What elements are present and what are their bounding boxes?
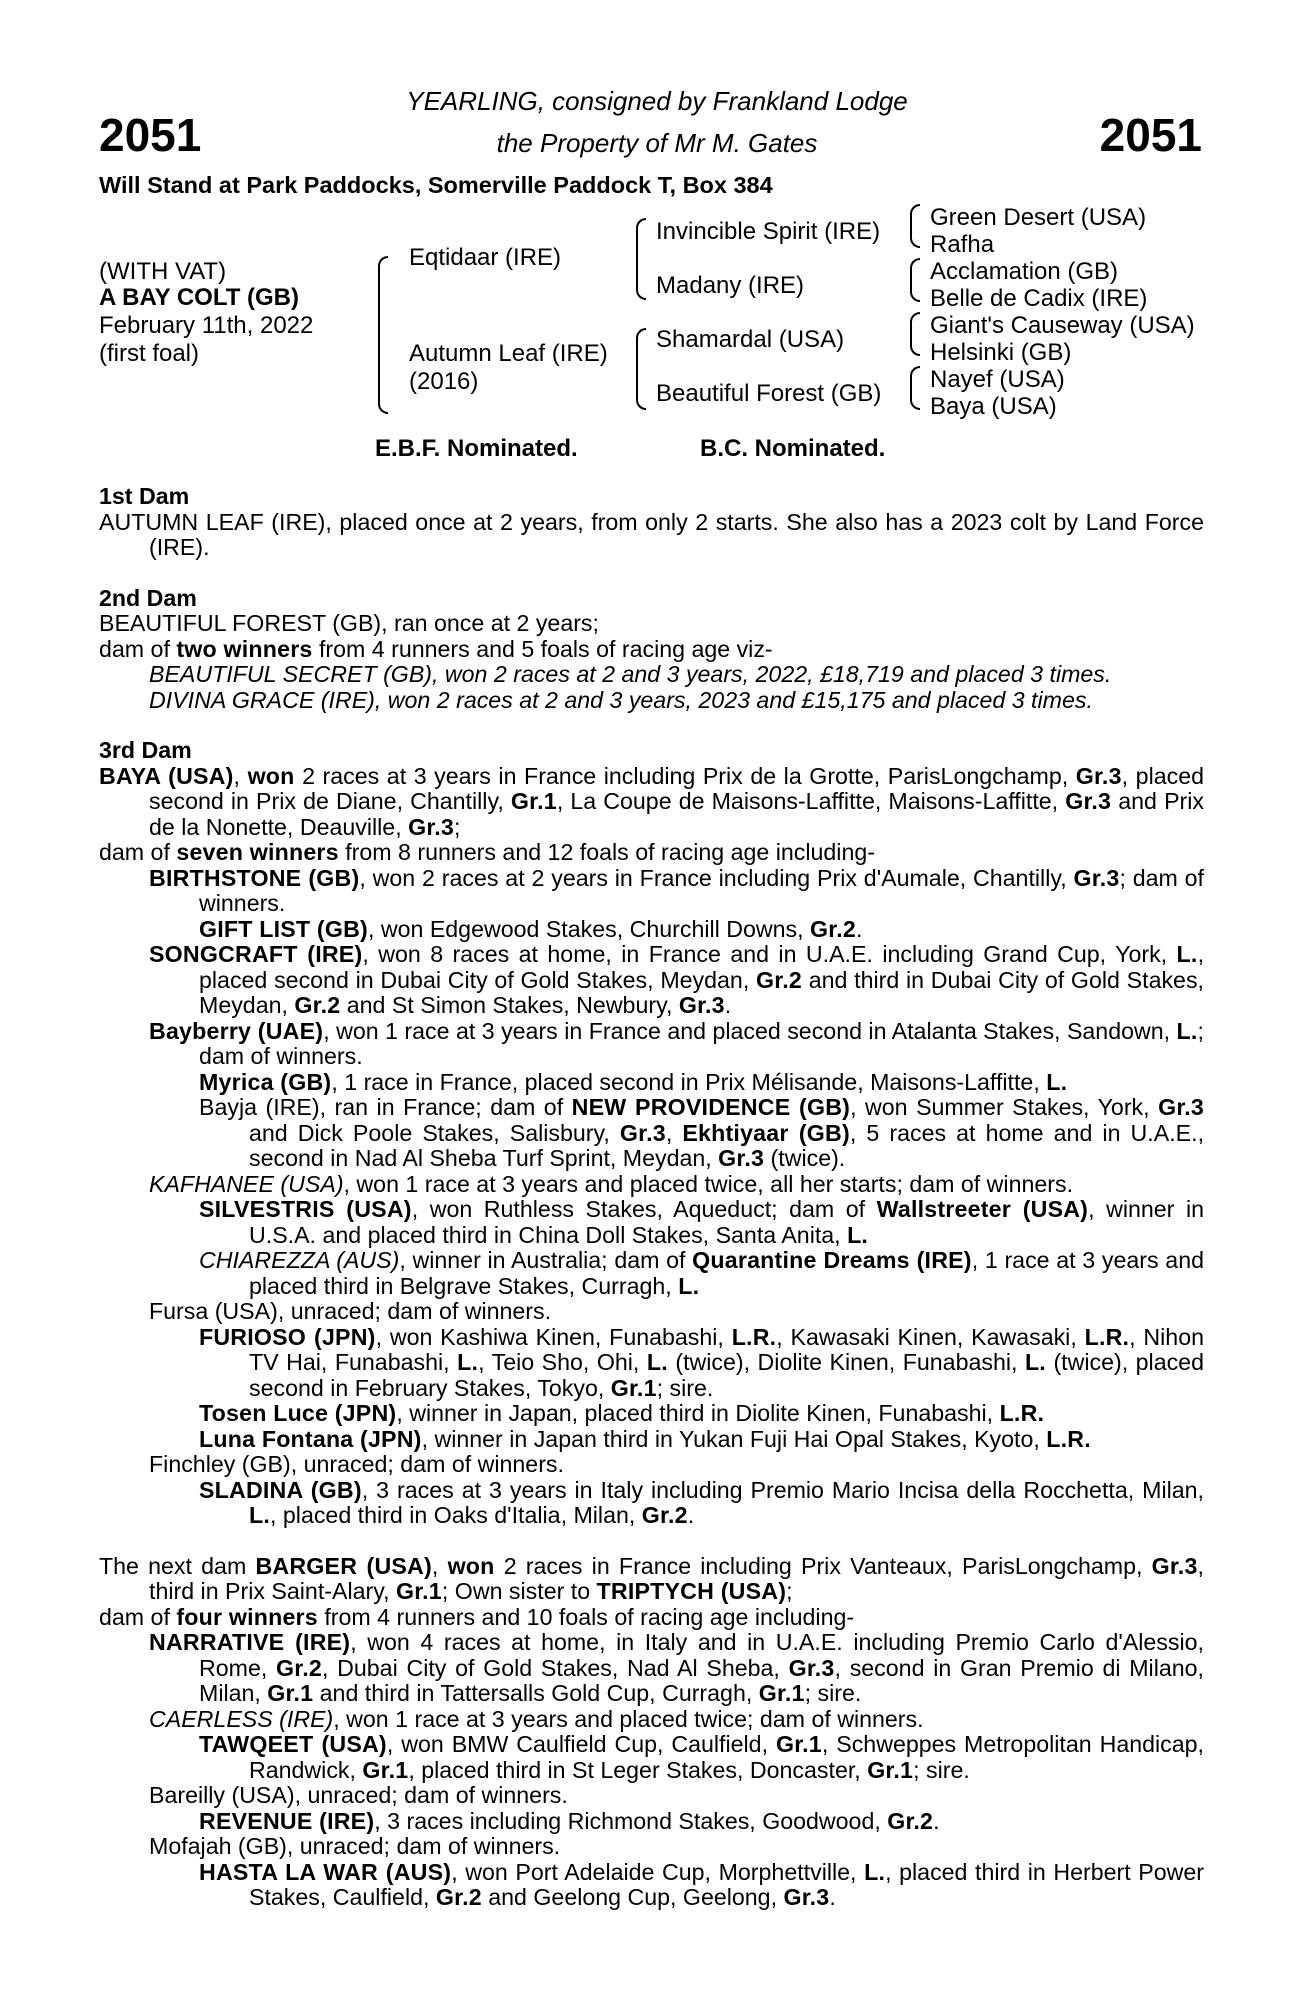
section-gap — [99, 713, 1204, 738]
record-line: Myrica (GB), 1 race in France, placed second in Prix Mélisande, Maisons-Laffitte, L. — [199, 1068, 1068, 1095]
pedigree-dam: Autumn Leaf (IRE) — [409, 340, 608, 367]
horse-dob: February 11th, 2022 — [99, 312, 314, 339]
lot-number-right: 2051 — [1099, 109, 1202, 161]
pedigree-g4: Belle de Cadix (IRE) — [930, 285, 1148, 312]
record-line: Luna Fontana (JPN), winner in Japan third in Yukan Fuji Hai Opal Stakes, Kyoto, L.R. — [199, 1425, 1091, 1452]
record-line: KAFHANEE (USA), won 1 race at 3 years and placed twice, all her starts; dam of winners. — [149, 1170, 1074, 1197]
section-heading: 3rd Dam — [99, 737, 192, 763]
pedigree-sire-sire: Invincible Spirit (IRE) — [656, 218, 881, 245]
pedigree-brace-dam — [636, 328, 646, 410]
pedigree-brace-g3 — [910, 312, 920, 356]
pedigree-g8: Baya (USA) — [930, 393, 1057, 420]
consignment-line: YEARLING, consigned by Frankland Lodge — [406, 86, 908, 116]
section-gap — [99, 561, 1204, 586]
ebf-nomination: E.B.F. Nominated. — [375, 435, 578, 462]
pedigree-g7: Nayef (USA) — [930, 366, 1065, 393]
pedigree-sire: Eqtidaar (IRE) — [409, 244, 562, 271]
pedigree-brace-g4 — [910, 366, 920, 410]
record-line: dam of two winners from 4 runners and 5 foals of racing age viz- — [99, 635, 773, 662]
record-line: FURIOSO (JPN), won Kashiwa Kinen, Funabashi, L.R., Kawasaki Kinen, Kawasaki, L.R., Nihon TV Hai, Funabashi, L., Teio Sho, Ohi, L. (twice), Diolite Kinen, Funabashi, L. (twice), placed second in February Stakes, Tokyo, Gr.1; sire. — [199, 1323, 1204, 1401]
record-line: GIFT LIST (GB), won Edgewood Stakes, Churchill Downs, Gr.2. — [199, 915, 863, 942]
record-line: Fursa (USA), unraced; dam of winners. — [149, 1298, 552, 1324]
record-line: NARRATIVE (IRE), won 4 races at home, in Italy and in U.A.E. including Premio Carlo d'Alessio, Rome, Gr.2, Dubai City of Gold Stakes, Nad Al Sheba, Gr.3, second in Gran Premio di Milano, Milan, Gr.1 and third in Tattersalls Gold Cup, Curragh, Gr.1; sire. — [149, 1629, 1204, 1706]
section-gap — [99, 1529, 1204, 1554]
record-line: Mofajah (GB), unraced; dam of winners. — [149, 1833, 561, 1859]
record-line: dam of seven winners from 8 runners and 12 foals of racing age including- — [99, 839, 875, 865]
property-line: the Property of Mr M. Gates — [496, 128, 818, 158]
record-line: BIRTHSTONE (GB), won 2 races at 2 years in France including Prix d'Aumale, Chantilly, Gr.3; dam of winners. — [149, 864, 1205, 916]
pedigree-g1: Green Desert (USA) — [930, 204, 1147, 231]
pedigree-brace-g1 — [910, 204, 920, 248]
pedigree-g5: Giant's Causeway (USA) — [930, 312, 1195, 339]
record-line: AUTUMN LEAF (IRE), placed once at 2 years, from only 2 starts. She also has a 2023 colt by Land Force (IRE). — [99, 508, 1204, 560]
pedigree-g6: Helsinki (GB) — [930, 339, 1072, 366]
record-line: TAWQEET (USA), won BMW Caulfield Cup, Caulfield, Gr.1, Schweppes Metropolitan Handicap, Randwick, Gr.1, placed third in St Leger Stakes, Doncaster, Gr.1; sire. — [199, 1731, 1204, 1783]
pedigree-brace-g2 — [910, 258, 920, 302]
pedigree-dam-dam: Beautiful Forest (GB) — [656, 380, 882, 407]
pedigree-g2: Rafha — [930, 231, 995, 258]
record-line: Finchley (GB), unraced; dam of winners. — [149, 1451, 564, 1477]
record-line: HASTA LA WAR (AUS), won Port Adelaide Cup, Morphettville, L., placed third in Herbert Power Stakes, Caulfield, Gr.2 and Geelong Cup, Geelong, Gr.3. — [199, 1858, 1204, 1910]
horse-name: A BAY COLT (GB) — [99, 284, 300, 311]
record-line: The next dam BARGER (USA), won 2 races in France including Prix Vanteaux, ParisLongchamp, Gr.3, third in Prix Saint-Alary, Gr.1; Own sister to TRIPTYCH (USA); — [99, 1552, 1204, 1604]
record-line: SILVESTRIS (USA), won Ruthless Stakes, Aqueduct; dam of Wallstreeter (USA), winner in U.S.A. and placed third in China Doll Stakes, Santa Anita, L. — [199, 1196, 1204, 1248]
record-line: REVENUE (IRE), 3 races including Richmond Stakes, Goodwood, Gr.2. — [199, 1807, 940, 1834]
record-line: Bayberry (UAE), won 1 race at 3 years in France and placed second in Atalanta Stakes, Sandown, L.; dam of winners. — [149, 1017, 1204, 1069]
bc-nomination: B.C. Nominated. — [700, 435, 886, 462]
record-line: Bareilly (USA), unraced; dam of winners. — [149, 1782, 568, 1808]
record-line: dam of four winners from 4 runners and 10 foals of racing age including- — [99, 1603, 855, 1630]
stand-location: Will Stand at Park Paddocks, Somerville Paddock T, Box 384 — [99, 172, 773, 198]
record-line: SLADINA (GB), 3 races at 3 years in Italy including Premio Mario Incisa della Rocchetta, Milan, L., placed third in Oaks d'Italia, Milan, Gr.2. — [199, 1476, 1204, 1528]
section-heading: 1st Dam — [99, 483, 190, 509]
horse-foal-note: (first foal) — [99, 340, 200, 367]
pedigree-g3: Acclamation (GB) — [930, 258, 1119, 285]
section-heading: 2nd Dam — [99, 584, 197, 611]
record-line: SONGCRAFT (IRE), won 8 races at home, in France and in U.A.E. including Grand Cup, York, L., placed second in Dubai City of Gold Stakes, Meydan, Gr.2 and third in Dubai City of Gold Stakes, Meydan, Gr.2 and St Simon Stakes, Newbury, Gr.3. — [149, 941, 1205, 1018]
record-line: BAYA (USA), won 2 races at 3 years in France including Prix de la Grotte, ParisLongchamp, Gr.3, placed second in Prix de Diane, Chantilly, Gr.1, La Coupe de Maisons-Laffitte, Maisons-Laffitte, Gr.3 and Prix de la Nonette, Deauville, Gr.3; — [99, 762, 1205, 840]
record-line: CHIAREZZA (AUS), winner in Australia; dam of Quarantine Dreams (IRE), 1 race at 3 years and placed third in Belgrave Stakes, Curragh, L. — [199, 1247, 1204, 1299]
pedigree-dam-year: (2016) — [409, 368, 479, 395]
pedigree-sire-dam: Madany (IRE) — [656, 272, 805, 299]
lot-number-left: 2051 — [99, 109, 202, 161]
record-line: BEAUTIFUL SECRET (GB), won 2 races at 2 and 3 years, 2022, £18,719 and placed 3 times. — [149, 661, 1112, 687]
record-line: CAERLESS (IRE), won 1 race at 3 years and placed twice; dam of winners. — [149, 1705, 924, 1732]
record-line: Tosen Luce (JPN), winner in Japan, placed third in Diolite Kinen, Funabashi, L.R. — [199, 1400, 1045, 1426]
record-line: BEAUTIFUL FOREST (GB), ran once at 2 years; — [99, 610, 599, 636]
pedigree-dam-sire: Shamardal (USA) — [656, 326, 845, 353]
produce-record — [99, 484, 1204, 1911]
pedigree-brace-main — [378, 256, 388, 414]
record-line: Bayja (IRE), ran in France; dam of NEW PROVIDENCE (GB), won Summer Stakes, York, Gr.3 and Dick Poole Stakes, Salisbury, Gr.3, Ekhtiyaar (GB), 5 races at home and in U.A.E., second in Nad Al Sheba Turf Sprint, Meydan, Gr.3 (twice). — [199, 1094, 1205, 1171]
vat-note: (WITH VAT) — [99, 258, 227, 285]
pedigree-brace-sire — [636, 218, 646, 300]
record-line: DIVINA GRACE (IRE), won 2 races at 2 and 3 years, 2023 and £15,175 and placed 3 times. — [149, 686, 1093, 713]
